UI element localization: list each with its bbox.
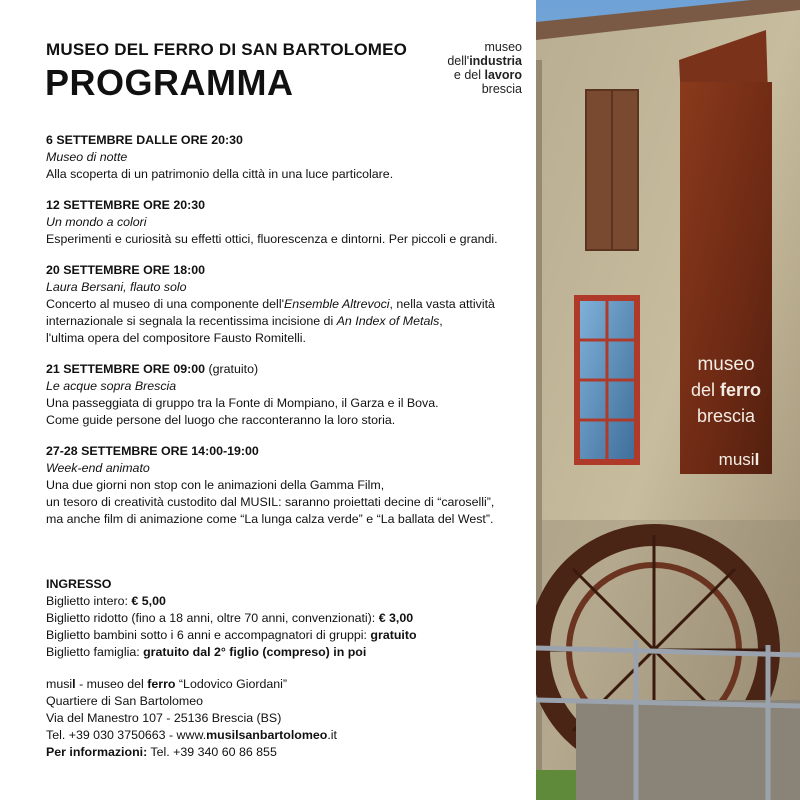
contact-museum: musil - museo del ferro “Lodovico Giordani” [46,677,288,691]
contact-info-line: Per informazioni: Tel. +39 340 60 86 855 [46,745,277,759]
event-date: 20 SETTEMBRE ORE 18:00 [46,263,206,277]
event-list [46,132,526,542]
event-subtitle: Museo di notte [46,150,128,164]
event-date: 12 SETTEMBRE ORE 20:30 [46,198,206,212]
event-description: l'ultima opera del compositore Fausto Romitelli. [46,331,306,345]
sign-line-1: museo [697,354,755,375]
event-description: un tesoro di creatività custodito dal MUSIL: saranno proiettati decine di “caroselli”, [46,495,495,509]
ticket-row: Biglietto ridotto (fino a 18 anni, oltre 70 anni, convenzionati): € 3,00 [46,611,414,625]
event-description: Alla scoperta di un patrimonio della città in una luce particolare. [46,167,394,181]
event-description: Concerto al museo di una componente dell'Ensemble Altrevoci, nella vasta attività [46,297,495,311]
ticket-row: Biglietto intero: € 5,00 [46,594,166,608]
event-description: internazionale si segnala la recentissima incisione di An Index of Metals, [46,314,443,328]
event-date: 21 SETTEMBRE ORE 09:00 (gratuito) [46,362,259,376]
event-description: Una due giorni non stop con le animazioni della Gamma Film, [46,478,385,492]
event-date: 27-28 SETTEMBRE ORE 14:00-19:00 [46,444,259,458]
musil-logo: museo dell'industria e del lavoro brescia [447,40,522,96]
event-description: Come guide persone del luogo che racconteranno la loro storia. [46,413,396,427]
museum-name: MUSEO DEL FERRO DI SAN BARTOLOMEO [46,40,408,59]
building-illustration [536,0,800,800]
sign-line-4: musil [718,450,760,469]
website-link[interactable]: musilsanbartolomeo [206,728,328,742]
event-date: 6 SETTEMBRE DALLE ORE 20:30 [46,133,243,147]
sign-line-2: del ferro [690,380,762,400]
contact-info [46,676,526,761]
contact-address: Via del Manestro 107 - 25136 Brescia (BS) [46,711,282,725]
event-item [46,361,526,429]
event-subtitle: Un mondo a colori [46,215,147,229]
ticket-heading: INGRESSO [46,577,112,591]
event-item [46,262,526,347]
ticket-row: Biglietto famiglia: gratuito dal 2° figlio (compreso) in poi [46,645,367,659]
event-subtitle: Laura Bersani, flauto solo [46,280,187,294]
grass [536,770,576,800]
event-subtitle: Le acque sopra Brescia [46,379,177,393]
event-item [46,443,526,528]
sign-line-3: brescia [696,406,756,426]
event-subtitle: Week-end animato [46,461,150,475]
event-description: Esperimenti e curiosità su effetti ottici, fluorescenza e dintorni. Per piccoli e grandi. [46,232,498,246]
page-title: PROGRAMMA [45,62,294,103]
event-description: Una passeggiata di gruppo tra la Fonte di Mompiano, il Garza e il Bova. [46,396,439,410]
event-description: ma anche film di animazione come “La lunga calza verde” e “La ballata del West”. [46,512,494,526]
event-item [46,132,526,183]
ticket-row: Biglietto bambini sotto i 6 anni e accompagnatori di gruppi: gratuito [46,628,417,642]
event-item [46,197,526,248]
contact-district: Quartiere di San Bartolomeo [46,694,204,708]
contact-phone-web: Tel. +39 030 3750663 - www.musilsanbartolomeo.it [46,728,337,742]
ticket-info [46,576,526,661]
museum-photo [536,0,800,800]
